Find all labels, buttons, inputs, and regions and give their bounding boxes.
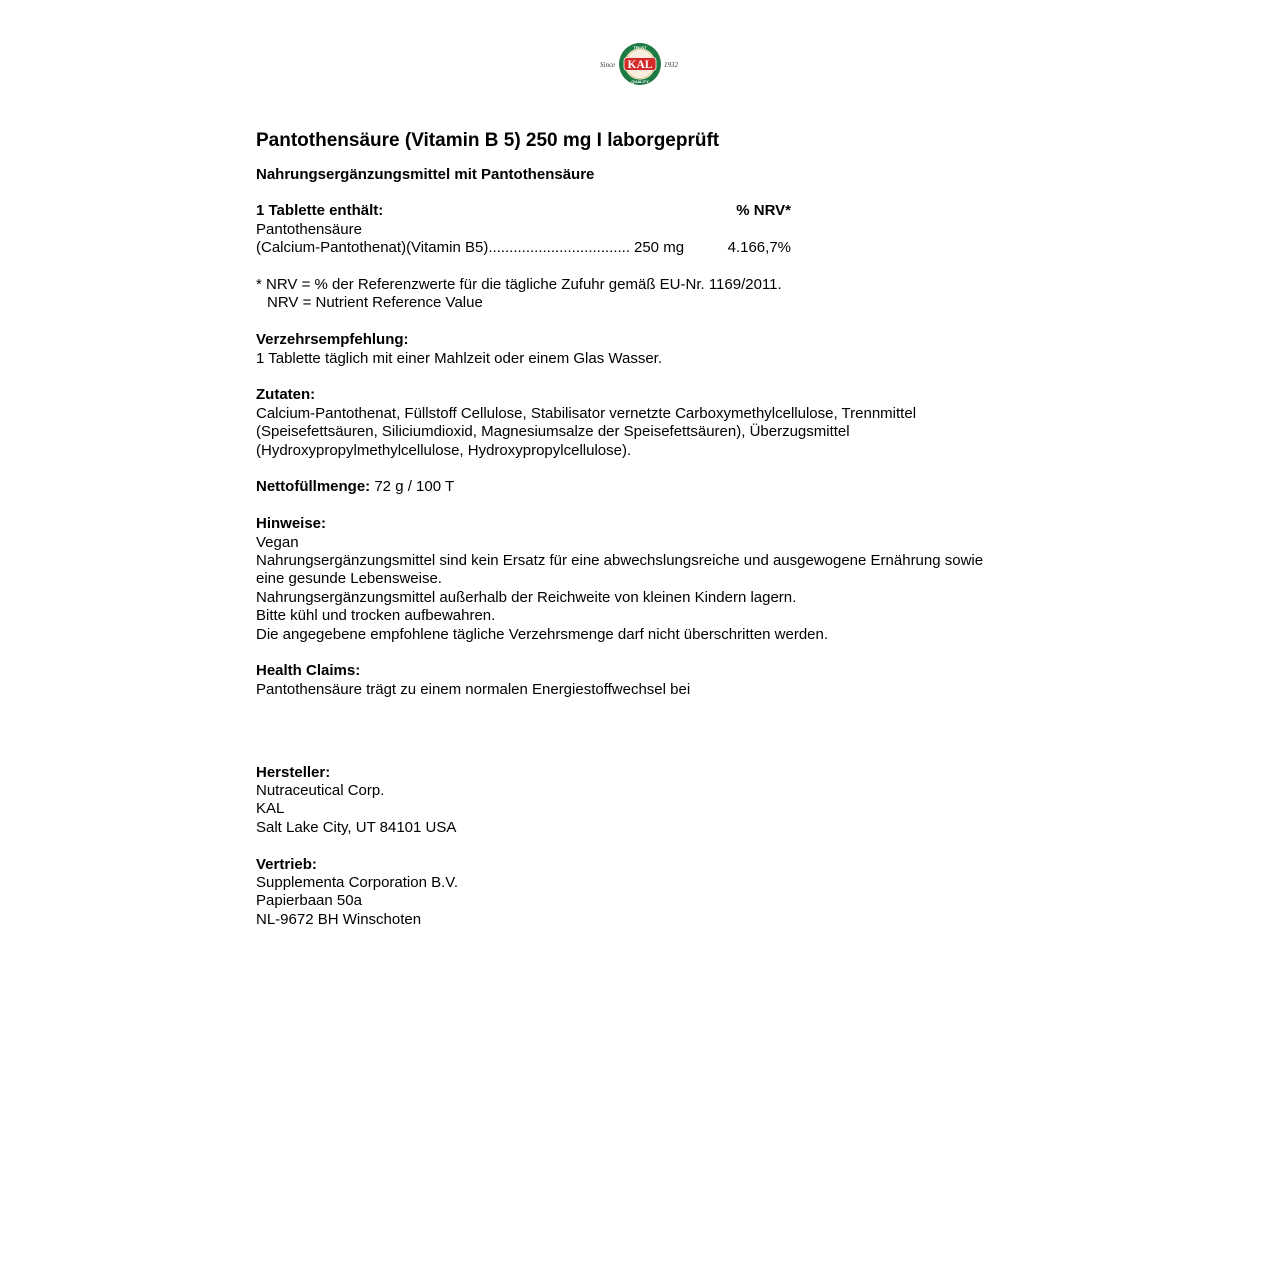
nutrition-ingredient-row-2 (256, 239, 796, 257)
net-heading: Nettofüllmenge: (256, 478, 371, 496)
logo-since-text: Since (600, 61, 616, 69)
manufacturer-line: KAL (256, 800, 285, 818)
product-subtitle: Nahrungsergänzungsmittel mit Pantothensäure (256, 166, 595, 183)
nutrition-header-row (256, 202, 796, 220)
spacer (256, 718, 1056, 764)
notes-line: Die angegebene empfohlene tägliche Verzehrsmenge darf nicht überschritten werden. (256, 625, 829, 643)
logo-ring-bottom-text: QUALITY (631, 79, 649, 84)
kal-logo (598, 40, 682, 88)
nutrition-ingredient-row-1 (256, 221, 796, 239)
distributor-line: Supplementa Corporation B.V. (256, 874, 459, 892)
health-claims-heading: Health Claims: (256, 662, 361, 680)
notes-line: Nahrungsergänzungsmittel sind kein Ersatz für eine abwechslungsreiche und ausgewogene Ernährung sowie (256, 552, 984, 569)
dosage-section (256, 331, 1056, 368)
health-claims-section (256, 662, 1056, 699)
ingredients-heading: Zutaten: (256, 386, 316, 404)
nutrition-header-left: 1 Tablette enthält: (256, 202, 384, 220)
distributor-heading: Vertrieb: (256, 855, 317, 873)
nutrition-nrv: 4.166,7% (727, 239, 791, 257)
footnote-line-1: * NRV = % der Referenzwerte für die tägliche Zufuhr gemäß EU-Nr. 1169/2011. (256, 275, 782, 293)
nutrition-header-right: % NRV* (736, 202, 791, 220)
nutrition-amount: 250 mg (634, 239, 685, 257)
logo-year-text: 1932 (664, 61, 678, 69)
manufacturer-heading: Hersteller: (256, 763, 331, 781)
manufacturer-line: Salt Lake City, UT 84101 USA (256, 818, 457, 836)
notes-line: Bitte kühl und trocken aufbewahren. (256, 607, 496, 625)
notes-heading: Hinweise: (256, 515, 327, 533)
net-value: 72 g / 100 T (370, 478, 455, 496)
health-claims-text: Pantothensäure trägt zu einem normalen Energiestoffwechsel bei (256, 680, 691, 698)
product-title: Pantothensäure (Vitamin B 5) 250 mg I laborgeprüft (256, 130, 720, 151)
dosage-text: 1 Tablette täglich mit einer Mahlzeit oder einem Glas Wasser. (256, 349, 663, 367)
nutrition-ingredient-name: Pantothensäure (256, 220, 362, 238)
nutrition-table (256, 202, 1056, 257)
logo-kal-text: KAL (627, 59, 653, 71)
notes-line: Nahrungsergänzungsmittel außerhalb der Reichweite von kleinen Kindern lagern. (256, 588, 797, 606)
nutrition-ingredient-detail: (Calcium-Pantothenat)(Vitamin B5).................................. (256, 239, 631, 257)
ingredients-line-3: (Hydroxypropylmethylcellulose, Hydroxypropylcellulose). (256, 441, 632, 459)
notes-section (256, 515, 1056, 644)
distributor-section (256, 856, 1056, 930)
footnote (256, 276, 1056, 313)
distributor-line: NL-9672 BH Winschoten (256, 910, 422, 928)
kal-logo-graphic (598, 40, 682, 88)
manufacturer-section (256, 764, 1056, 838)
logo-ring-top-text: TRUST (633, 45, 647, 50)
dosage-heading: Verzehrsempfehlung: (256, 331, 409, 349)
ingredients-section (256, 386, 1056, 460)
product-document (256, 130, 1056, 948)
distributor-line: Papierbaan 50a (256, 892, 362, 910)
net-quantity-section (256, 478, 1056, 496)
ingredients-line-1: Calcium-Pantothenat, Füllstoff Cellulose, Stabilisator vernetzte Carboxymethylcellulose, Trennmittel (256, 404, 917, 422)
notes-line: eine gesunde Lebensweise. (256, 570, 442, 588)
ingredients-line-2: (Speisefettsäuren, Siliciumdioxid, Magnesiumsalze der Speisefettsäuren), Überzugsmittel (256, 423, 850, 441)
footnote-line-2: NRV = Nutrient Reference Value (267, 294, 483, 312)
manufacturer-line: Nutraceutical Corp. (256, 782, 385, 800)
notes-line: Vegan (256, 533, 299, 551)
